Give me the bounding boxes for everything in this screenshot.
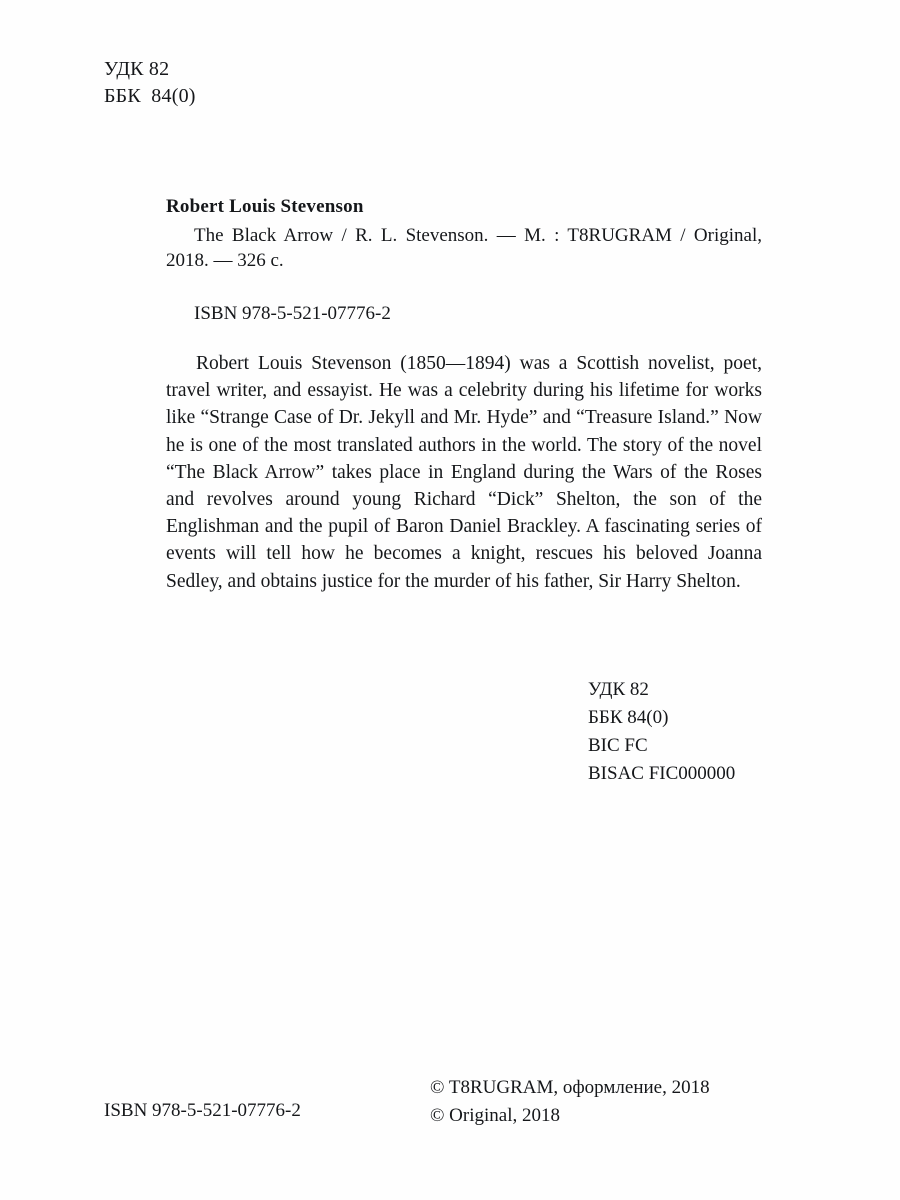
udc-code-bottom: УДК 82 bbox=[588, 679, 649, 700]
copyright-block bbox=[430, 1074, 710, 1129]
bic-code: BIC FC bbox=[588, 734, 648, 756]
annotation-text: Robert Louis Stevenson (1850—1894) was a Scottish novelist, poet, travel writer, and essayist. He was a celebrity during his lifetime for works like “Strange Case of Dr. Jekyll and Mr. Hyde” and “Treasure Island.” Now he is one of the most translated authors in the world. The story of the novel “The Black Arrow” takes place in England during the Wars of the Roses and revolves around young Richard “Dick” Shelton, the son of the Englishman and the pupil of Baron Daniel Brackley. A fascinating series of events will tell how he becomes a knight, rescues his beloved Joanna Sedley, and obtains justice for the murder of his father, Sir Harry Shelton. bbox=[166, 353, 762, 592]
bibliographic-record bbox=[166, 196, 762, 274]
bbk-code-top: ББК 84(0) bbox=[104, 85, 196, 107]
bibliographic-description: The Black Arrow / R. L. Stevenson. — M. : T8RUGRAM / Original, 2018. — 326 c. bbox=[166, 225, 762, 272]
isbn-footer: ISBN 978-5-521-07776-2 bbox=[104, 1100, 301, 1121]
classification-codes-bottom bbox=[588, 676, 735, 788]
bbk-code-bottom: ББК 84(0) bbox=[588, 706, 669, 728]
author-name: Robert Louis Stevenson bbox=[166, 196, 364, 217]
udc-code-top: УДК 82 bbox=[104, 58, 170, 80]
bisac-code: BISAC FIC000000 bbox=[588, 762, 736, 784]
isbn-main: ISBN 978-5-521-07776-2 bbox=[194, 303, 391, 324]
copyright-publisher: © T8RUGRAM, оформление, 2018 bbox=[430, 1077, 710, 1098]
classification-codes-top bbox=[104, 56, 196, 110]
copyright-original: © Original, 2018 bbox=[430, 1104, 561, 1126]
